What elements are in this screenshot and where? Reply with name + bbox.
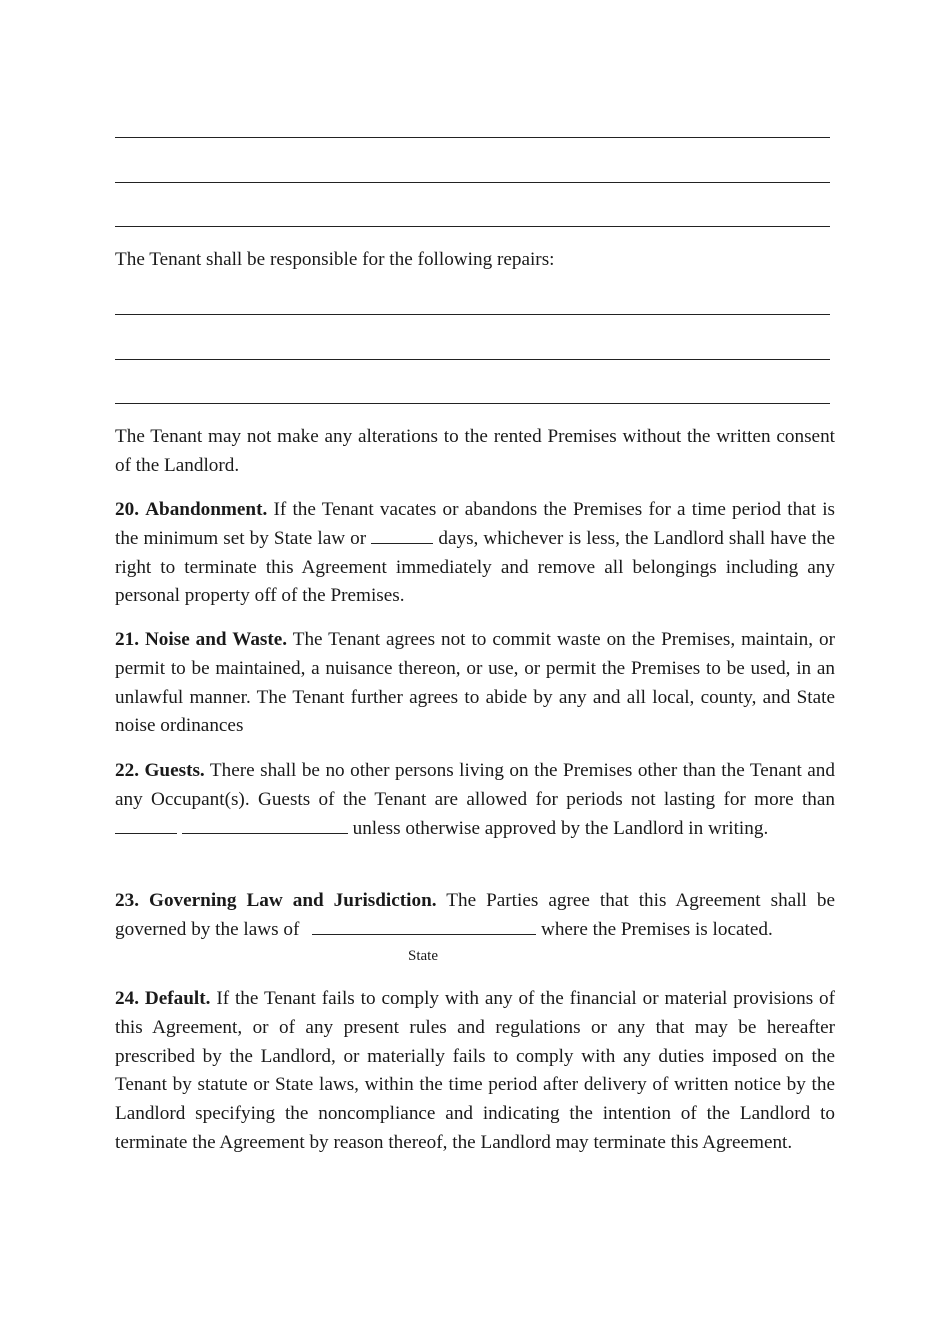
section-number: 21. <box>115 629 139 650</box>
state-field-label: State <box>408 948 438 964</box>
section-text: The Tenant agrees not to commit waste on the Premises, maintain, or permit to be maintained, a nuisance thereon, or use, or permit the Premises to be used, in an unlawful manner. The Tenant further agrees to abide by any and all local, county, and State noise ordinances <box>115 629 836 737</box>
section-text: There shall be no other persons living on the Premises other than the Tenant and any Occupant(s). Guests of the Tenant are allowed for periods not lasting for more than <box>115 760 835 810</box>
repair-blank-line-2[interactable] <box>115 182 830 183</box>
section-heading: Abandonment. <box>145 499 268 520</box>
section-24-default <box>115 985 835 1158</box>
section-heading: Governing Law and Jurisdiction. <box>149 890 437 911</box>
section-text: The Parties agree that this Agreement shall be governed by the laws of <box>115 890 836 940</box>
guest-period-number-field[interactable] <box>115 815 177 834</box>
section-23-governing-law <box>115 887 835 945</box>
guest-period-unit-field[interactable] <box>182 815 348 834</box>
section-number: 22. <box>115 760 139 781</box>
tenant-repair-blank-line-2[interactable] <box>115 359 830 360</box>
section-text: where the Premises is located. <box>540 918 773 940</box>
abandonment-days-field[interactable] <box>371 525 433 544</box>
section-heading: Default. <box>144 988 211 1009</box>
section-22-guests <box>115 757 835 843</box>
section-text: If the Tenant fails to comply with any of the financial or material provisions of this Agreement, or of any present rules and regulations or any that may be hereafter prescribed by the Landlord, or materially fails to comply with any duties imposed on the Tenant by statute or State laws, within the time period after delivery of written notice by the Landlord specifying the noncompliance and indicating the intention of the Landlord to terminate the Agreement by reason thereof, the Landlord may terminate this Agreement. <box>115 988 836 1153</box>
section-text: If the Tenant vacates or abandons the Premises for a time period that is the minimum set by State law or <box>115 499 836 549</box>
section-text: unless otherwise approved by the Landlord in writing. <box>352 817 769 839</box>
governing-state-field[interactable] <box>312 916 536 935</box>
tenant-repair-blank-line-1[interactable] <box>115 314 830 315</box>
section-text: days, whichever is less, the Landlord shall have the right to terminate this Agreement immediately and remove all belongings including any personal property off of the Premises. <box>115 527 836 607</box>
tenant-repairs-intro-text: The Tenant shall be responsible for the following repairs: <box>115 249 555 270</box>
section-number: 23. <box>115 890 139 911</box>
tenant-repair-blank-line-3[interactable] <box>115 403 830 404</box>
section-heading: Noise and Waste. <box>144 629 288 650</box>
repair-blank-line-1[interactable] <box>115 137 830 138</box>
section-20-abandonment <box>115 496 835 611</box>
repair-blank-line-3[interactable] <box>115 226 830 227</box>
section-number: 20. <box>115 499 139 520</box>
alterations-paragraph <box>115 423 835 481</box>
section-heading: Guests. <box>144 760 205 781</box>
alterations-text: The Tenant may not make any alterations to the rented Premises without the written consent of the Landlord. <box>115 426 835 476</box>
section-21-noise-and-waste <box>115 626 835 741</box>
tenant-repairs-intro <box>115 246 835 275</box>
section-number: 24. <box>115 988 139 1009</box>
